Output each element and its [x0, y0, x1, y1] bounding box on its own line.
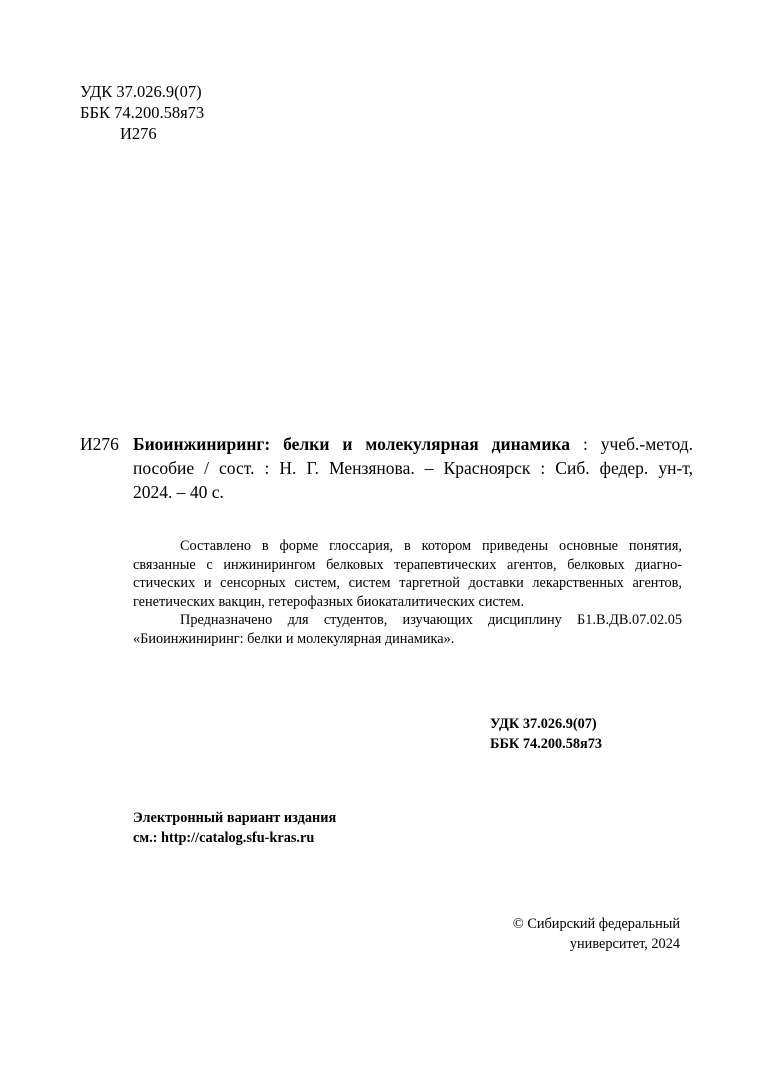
bbk-code-top: ББК 74.200.58я73	[80, 103, 205, 122]
bbk-code-bottom: ББК 74.200.58я73	[490, 736, 603, 752]
entry-line-3: 2024. – 40 с.	[133, 482, 224, 502]
electronic-version-line-1: Электронный вариант издания	[133, 810, 337, 826]
entry-line-2: пособие / сост. : Н. Г. Мензянова. – Красноярск : Сиб. федер. ун-т,	[133, 458, 693, 478]
entry-line-1	[133, 432, 693, 456]
entry-cutter-code: И276	[80, 434, 119, 454]
copyright-line-2: университет, 2024	[569, 936, 680, 952]
annotation-line: Составлено в форме глоссария, в котором приведены основные понятия,	[180, 538, 682, 554]
annotation-line: стических и сенсорных систем, систем таргетной доставки лекарственных агентов,	[133, 575, 682, 591]
udk-code-bottom: УДК 37.026.9(07)	[490, 716, 597, 732]
copyright-line-1: © Сибирский федеральный	[512, 916, 680, 932]
annotation	[133, 537, 682, 648]
book-title: Биоинжиниринг: белки и молекулярная динамика	[133, 434, 570, 454]
annotation-line: связанные с инжинирингом белковых терапевтических агентов, белковых диагно-	[133, 556, 682, 573]
electronic-version-note	[133, 808, 336, 848]
annotation-line: Предназначено для студентов, изучающих дисциплину Б1.В.ДВ.07.02.05	[180, 612, 682, 628]
annotation-line: «Биоинжиниринг: белки и молекулярная динамика».	[133, 630, 455, 647]
classification-codes-bottom	[490, 714, 602, 754]
annotation-line: генетических вакцин, гетерофазных биокаталитических систем.	[133, 593, 525, 610]
bibliographic-entry	[133, 432, 693, 504]
cutter-code-top: И276	[120, 124, 157, 143]
copyright-notice	[513, 914, 680, 954]
udk-code-top: УДК 37.026.9(07)	[80, 82, 202, 101]
entry-line-1-rest: : учеб.-метод.	[570, 434, 693, 454]
electronic-version-line-2: см.: http://catalog.sfu-kras.ru	[133, 830, 315, 846]
